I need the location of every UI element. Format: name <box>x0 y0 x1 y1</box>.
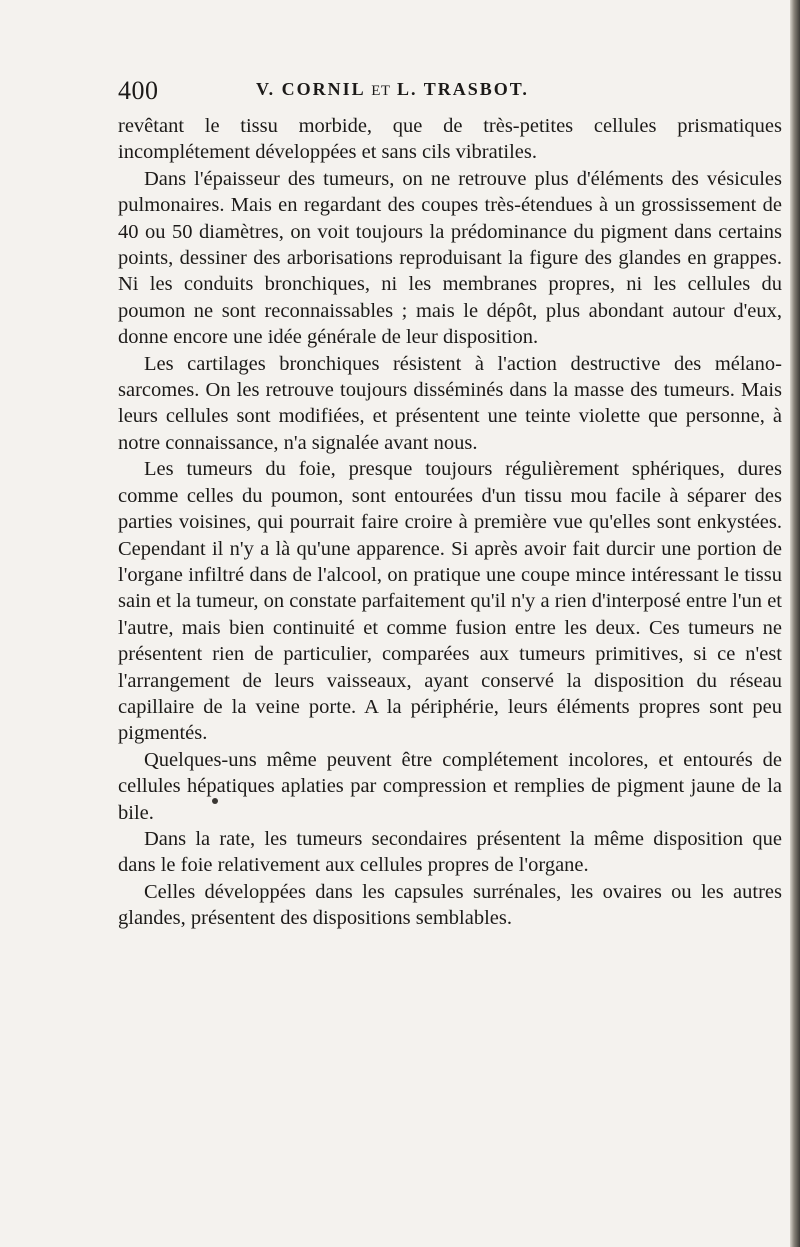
running-head-author-1: V. CORNIL <box>256 79 365 99</box>
running-head <box>256 79 529 100</box>
running-head-et: ET <box>371 83 391 99</box>
paragraph-colorless-tumors: Quelques-uns même peuvent être complétement incolores, et entourés de cellules hépatiques aplaties par compression et remplies de pigment jaune de la bile. <box>118 748 782 824</box>
paragraph-continuation: revêtant le tissu morbide, que de très-petites cellules prismatiques incomplétement développées et sans cils vibratiles. <box>118 115 782 164</box>
paragraph-pulmonary-vesicles: Dans l'épaisseur des tumeurs, on ne retrouve plus d'éléments des vésicules pulmonaires. Mais en regardant des coupes très-étendues à un grossissement de 40 ou 50 diamètres, on voit toujours la prédominance du pigment dans certains points, dessiner des arborisations reproduisant la figure des glandes en grappes. Ni les conduits bronchiques, ni les membranes propres, ni les cellules du poumon ne sont reconnaissables ; mais le dépôt, plus abondant autour d'eux, donne encore une idée générale de leur disposition. <box>118 167 782 349</box>
running-head-author-2: L. TRASBOT. <box>397 79 529 99</box>
body-text <box>118 113 782 932</box>
paragraph-spleen: Dans la rate, les tumeurs secondaires présentent la même disposition que dans le foie relativement aux cellules propres de l'organe. <box>118 827 782 877</box>
paragraph-other-glands: Celles développées dans les capsules surrénales, les ovaires ou les autres glandes, présentent des dispositions semblables. <box>118 880 782 930</box>
paragraph-liver-tumors: Les tumeurs du foie, presque toujours régulièrement sphériques, dures comme celles du poumon, sont entourées d'un tissu mou facile à séparer des parties voisines, qui pourrait faire croire à première vue qu'elles sont enkystées. Cependant il n'y a là qu'une apparence. Si après avoir fait durcir une portion de l'organe infiltré dans de l'alcool, on pratique une coupe mince intéressant le tissu sain et la tumeur, on constate parfaitement qu'il n'y a rien d'interposé entre l'un et l'autre, mais bien continuité et comme fusion entre les deux. Ces tumeurs ne présentent rien de particulier, comparées aux tumeurs primitives, si ce n'est l'arrangement de leurs vaisseaux, ayant conservé la disposition du réseau capillaire de la veine porte. A la périphérie, leurs éléments propres sont peu pigmentés. <box>118 458 782 745</box>
page-binding-edge <box>790 0 800 1247</box>
ink-dot <box>212 798 218 804</box>
page-number: 400 <box>118 76 159 105</box>
page-header <box>118 76 778 108</box>
paragraph-bronchial-cartilages: Les cartilages bronchiques résistent à l'action destructive des mélano-sarcomes. On les retrouve toujours disséminés dans la masse des tumeurs. Mais leurs cellules sont modifiées, et présentent une teinte violette que personne, à notre connaissance, n'a signalée avant nous. <box>118 352 782 454</box>
